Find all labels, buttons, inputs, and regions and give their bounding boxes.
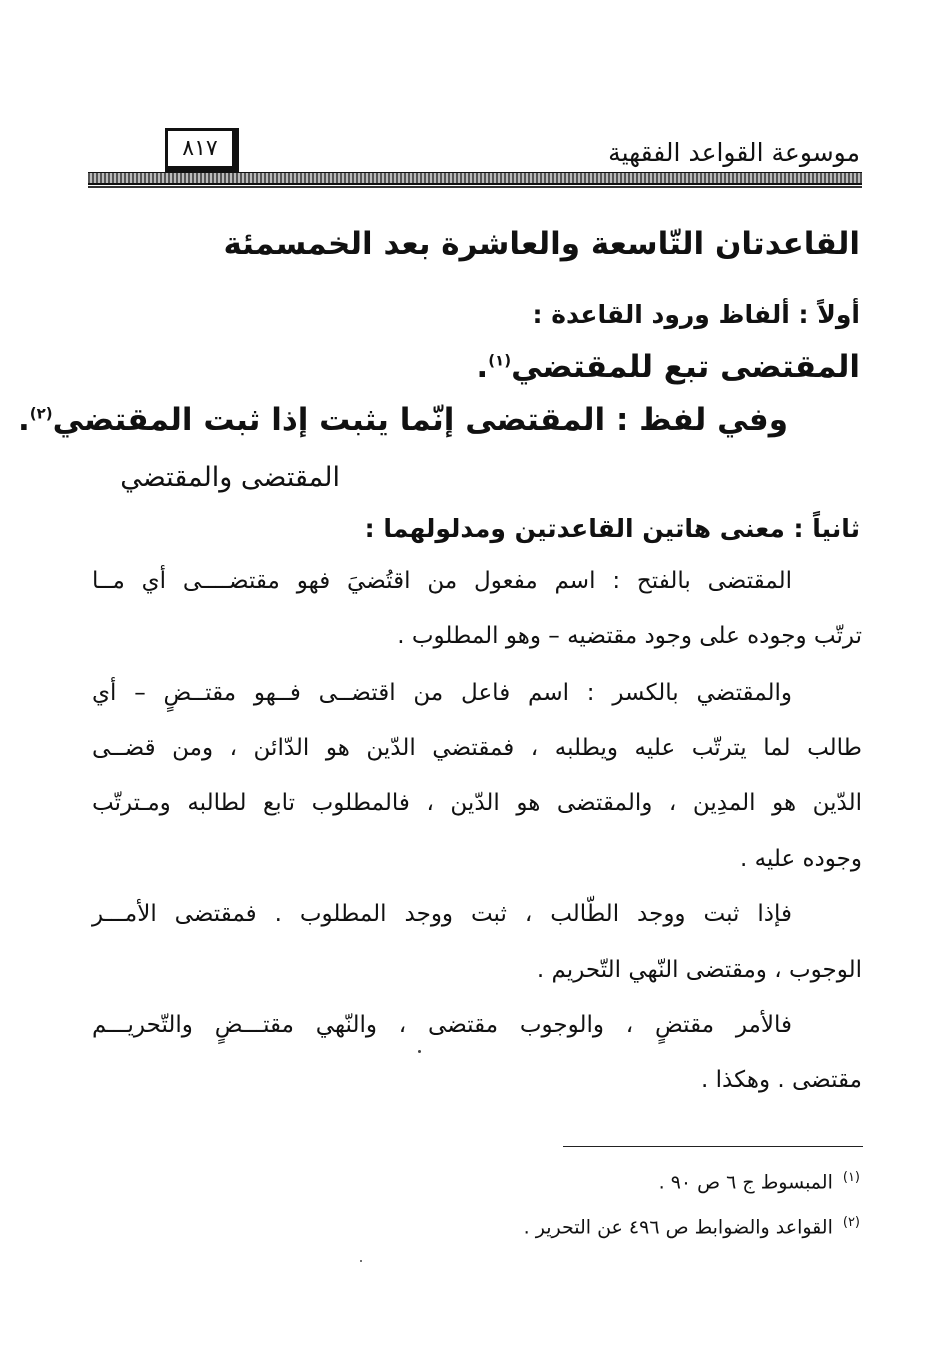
rule-statement-1 <box>476 349 860 385</box>
header-rule-thin <box>88 186 862 188</box>
body-line-5: الدّين هو المدِين ، والمقتضى هو الدّين ، فالمطلوب تابع لطالبه ومـترتّب <box>92 790 862 816</box>
footnote-ref-2: (٢) <box>29 404 53 423</box>
scan-speck <box>418 1050 421 1053</box>
footnote-divider <box>563 1146 863 1147</box>
body-line-2: ترتّب وجوده على وجود مقتضيه – وهو المطلوب . <box>397 623 862 649</box>
footnote-2 <box>524 1215 860 1238</box>
footnote-1 <box>659 1170 860 1193</box>
header-rule <box>88 172 862 185</box>
rule-statement-2-text: وفي لفظ : المقتضى إنّما يثبت إذا ثبت المقتضي <box>52 402 788 438</box>
body-line-7: فإذا ثبت ووجد الطّالب ، ثبت ووجد المطلوب . فمقتضى الأمـــر <box>92 901 792 927</box>
rule-statement-1-end: . <box>476 349 489 385</box>
rule-statement-2-end: . <box>17 402 30 438</box>
body-line-4: طالب لما يترتّب عليه ويطلبه ، فمقتضي الدّين هو الدّائن ، ومن قضــى <box>92 735 862 761</box>
body-line-10: مقتضى . وهكذا . <box>701 1067 862 1093</box>
body-line-1: المقتضى بالفتح : اسم مفعول من اقتُضيَ فهو مقتضــــى أي مــا <box>92 568 792 594</box>
scan-speck <box>360 1260 362 1262</box>
page-number: ٨١٧ <box>165 128 239 172</box>
body-line-8: الوجوب ، ومقتضى النّهي التّحريم . <box>536 957 862 983</box>
body-line-6: وجوده عليه . <box>739 846 862 872</box>
footnote-2-text: القواعد والضوابط ص ٤٩٦ عن التحرير . <box>523 1216 833 1239</box>
body-line-9: فالأمر مقتضٍ ، والوجوب مقتضى ، والنّهي مقتـــضٍ والتّحريـــم <box>92 1012 792 1038</box>
running-title: موسوعة القواعد الفقهية <box>608 138 860 167</box>
footnote-2-mark: (٢) <box>842 1215 860 1230</box>
footnote-1-mark: (١) <box>842 1170 860 1185</box>
body-line-3: والمقتضي بالكسر : اسم فاعل من اقتضــى فــهو مقتــضٍ – أي <box>92 680 792 706</box>
rule-statement-2 <box>18 402 788 438</box>
section-title-1: أولاً : ألفاظ ورود القاعدة : <box>532 300 860 329</box>
rule-statement-1-text: المقتضى تبع للمقتضي <box>511 349 860 385</box>
footnote-ref-1: (١) <box>488 351 512 370</box>
handwritten-annotation: المقتضى والمقتضي <box>120 462 340 493</box>
section-title-2: ثانياً : معنى هاتين القاعدتين ومدلولهما : <box>364 514 860 543</box>
page-title: القاعدتان التّاسعة والعاشرة بعد الخمسمئة <box>223 226 860 262</box>
footnote-1-text: المبسوط ج ٦ ص ٩٠ . <box>658 1171 833 1194</box>
